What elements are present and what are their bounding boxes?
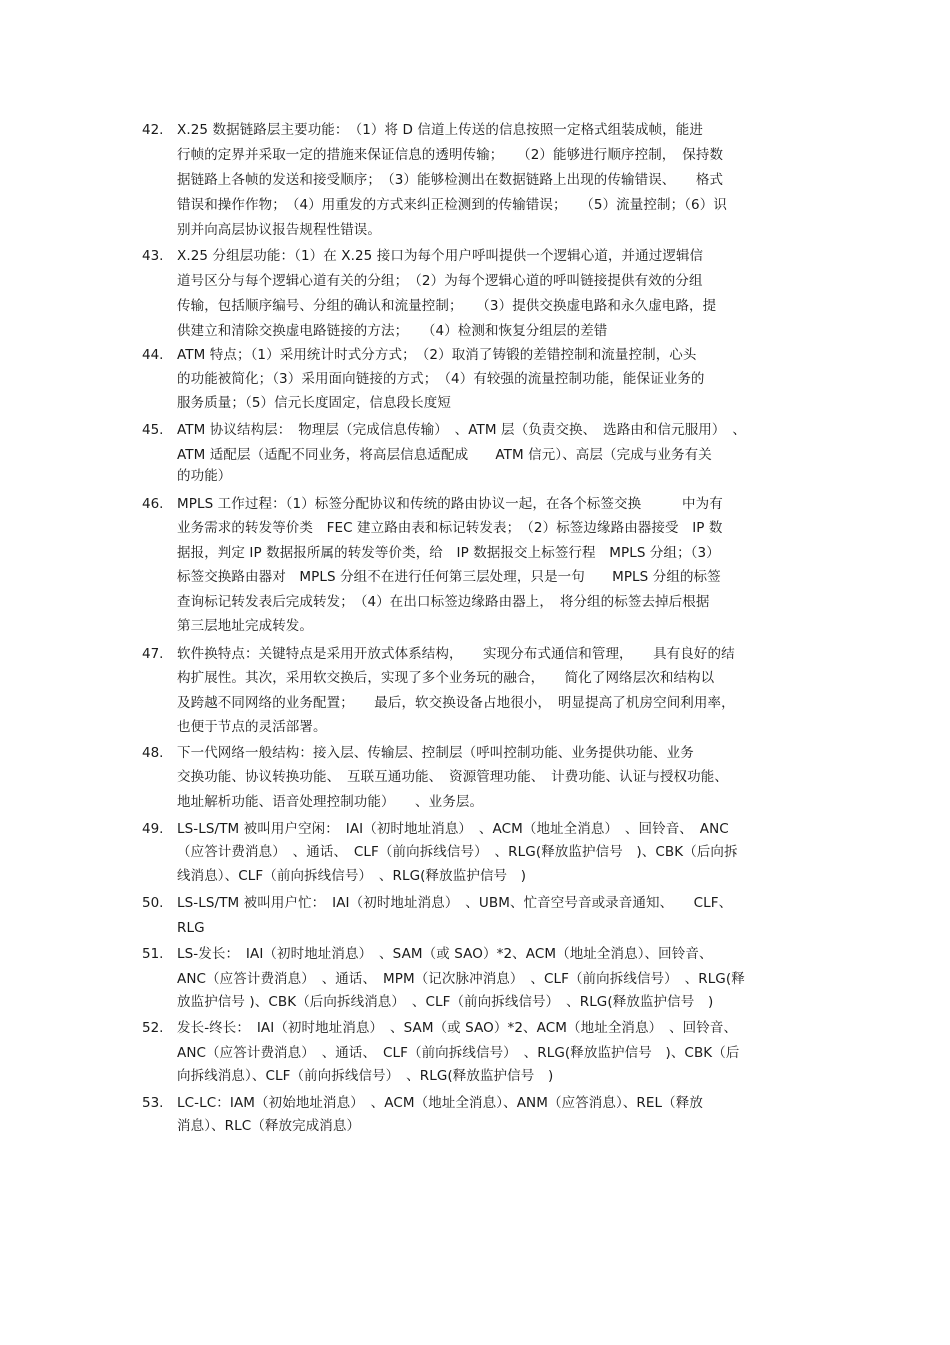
item-text-line: 地址解析功能、语音处理控制功能） 、业务层。 bbox=[177, 794, 484, 810]
item-text-line: 行帧的定界并采取一定的措施来保证信息的透明传输； （2）能够进行顺序控制， 保持数 bbox=[177, 147, 724, 163]
item-text-line: 消息）、RLC（释放完成消息） bbox=[177, 1118, 361, 1134]
item-text-line: 查询标记转发表后完成转发； （4）在出口标签边缘路由器上， 将分组的标签去掉后根据 bbox=[177, 594, 710, 610]
item-text-line: LS-LS/TM 被叫用户忙： IAI（初时地址消息） 、UBM、忙音空号音或录音通知、 CLF、 bbox=[177, 895, 733, 911]
item-text-line: 据报，判定 IP 数据报所属的转发等价类，给 IP 数据报交上标签行程 MPLS 分组；（3） bbox=[177, 545, 720, 561]
item-text-line: RLG bbox=[177, 920, 205, 936]
item-text-line: 第三层地址完成转发。 bbox=[177, 618, 313, 634]
item-number: 52. bbox=[142, 1020, 164, 1036]
item-text-line: 的功能被简化；（3）采用面向链接的方式； （4）有较强的流量控制功能，能保证业务的 bbox=[177, 371, 705, 387]
item-text-line: 及跨越不同网络的业务配置； 最后，软交换设备占地很小， 明显提高了机房空间利用率， bbox=[177, 695, 735, 711]
item-text-line: 下一代网络一般结构：接入层、传输层、控制层（呼叫控制功能、业务提供功能、业务 bbox=[177, 745, 694, 761]
item-text-line: 线消息）、CLF（前向拆线信号） 、RLG(释放监护信号 ) bbox=[177, 868, 527, 884]
item-text-line: 的功能） bbox=[177, 468, 232, 484]
item-number: 53. bbox=[142, 1095, 164, 1111]
item-text-line: 放监护信号 )、CBK（后向拆线消息） 、CLF（前向拆线信号） 、RLG(释放监护信号 ) bbox=[177, 994, 714, 1010]
item-text-line: 软件换特点：关键特点是采用开放式体系结构， 实现分布式通信和管理， 具有良好的结 bbox=[177, 646, 735, 662]
item-text-line: 别并向高层协议报告规程性错误。 bbox=[177, 222, 381, 238]
item-text-line: 错误和操作作物； （4）用重发的方式来纠正检测到的传输错误； （5）流量控制；（6）识 bbox=[177, 197, 727, 213]
item-number: 43. bbox=[142, 248, 164, 264]
item-text-line: 传输，包括顺序编号、分组的确认和流量控制； （3）提供交换虚电路和永久虚电路，提 bbox=[177, 298, 717, 314]
item-text-line: 供建立和清除交换虚电路链接的方法； （4）检测和恢复分组层的差错 bbox=[177, 323, 608, 339]
item-number: 50. bbox=[142, 895, 164, 911]
item-text-line: 道号区分与每个逻辑心道有关的分组； （2）为每个逻辑心道的呼叫链接提供有效的分组 bbox=[177, 273, 703, 289]
item-text-line: LS-LS/TM 被叫用户空闲： IAI（初时地址消息） 、ACM（地址全消息） 、回铃音、 ANC bbox=[177, 821, 729, 837]
item-text-line: LS-发长： IAI（初时地址消息） 、SAM（或 SAO）*2、ACM（地址全消息）、回铃音、 bbox=[177, 946, 713, 962]
item-text-line: 标签交换路由器对 MPLS 分组不在进行任何第三层处理，只是一句 MPLS 分组的标签 bbox=[177, 569, 721, 585]
item-text-line: ATM 适配层（适配不同业务，将高层信息适配成 ATM 信元）、高层（完成与业务有关 bbox=[177, 447, 712, 463]
item-text-line: X.25 分组层功能：（1）在 X.25 接口为每个用户呼叫提供一个逻辑心道，并通过逻辑信 bbox=[177, 248, 704, 264]
item-text-line: 据链路上各帧的发送和接受顺序； （3）能够检测出在数据链路上出现的传输错误、 格式 bbox=[177, 172, 724, 188]
item-number: 49. bbox=[142, 821, 164, 837]
item-text-line: MPLS 工作过程：（1）标签分配协议和传统的路由协议一起，在各个标签交换 中为有 bbox=[177, 496, 723, 512]
item-text-line: 向拆线消息）、CLF（前向拆线信号） 、RLG(释放监护信号 ) bbox=[177, 1068, 554, 1084]
item-number: 44. bbox=[142, 347, 164, 363]
item-number: 47. bbox=[142, 646, 164, 662]
item-number: 42. bbox=[142, 122, 164, 138]
item-number: 45. bbox=[142, 422, 164, 438]
item-text-line: 服务质量；（5）信元长度固定，信息段长度短 bbox=[177, 395, 451, 411]
item-text-line: 交换功能、协议转换功能、 互联互通功能、 资源管理功能、 计费功能、认证与授权功能、 bbox=[177, 769, 728, 785]
item-text-line: 业务需求的转发等价类 FEC 建立路由表和标记转发表； （2）标签边缘路由器接受 IP 数 bbox=[177, 520, 723, 536]
item-number: 46. bbox=[142, 496, 164, 512]
item-text-line: 构扩展性。其次，采用软交换后，实现了多个业务玩的融合， 简化了网络层次和结构以 bbox=[177, 670, 715, 686]
item-text-line: 也便于节点的灵活部署。 bbox=[177, 719, 327, 735]
item-text-line: （应答计费消息） 、通话、 CLF（前向拆线信号） 、RLG(释放监护信号 )、CBK（后向拆 bbox=[177, 844, 738, 860]
item-text-line: ANC（应答计费消息） 、通话、 MPM（记次脉冲消息） 、CLF（前向拆线信号） 、RLG(释 bbox=[177, 971, 745, 987]
item-text-line: ATM 特点；（1）采用统计时式分方式； （2）取消了铸锻的差错控制和流量控制，心头 bbox=[177, 347, 697, 363]
item-number: 48. bbox=[142, 745, 164, 761]
item-text-line: ANC（应答计费消息） 、通话、 CLF（前向拆线信号） 、RLG(释放监护信号 )、CBK（后 bbox=[177, 1045, 740, 1061]
item-text-line: X.25 数据链路层主要功能： （1）将 D 信道上传送的信息按照一定格式组装成帧，能进 bbox=[177, 122, 703, 138]
item-text-line: 发长-终长： IAI（初时地址消息） 、SAM（或 SAO）*2、ACM（地址全消息） 、回铃音、 bbox=[177, 1020, 738, 1036]
item-text-line: LC-LC：IAM（初始地址消息） 、ACM（地址全消息）、ANM（应答消息）、REL（释放 bbox=[177, 1095, 703, 1111]
item-text-line: ATM 协议结构层： 物理层（完成信息传输） 、ATM 层（负责交换、 选路由和信元服用） 、 bbox=[177, 422, 746, 438]
item-number: 51. bbox=[142, 946, 164, 962]
